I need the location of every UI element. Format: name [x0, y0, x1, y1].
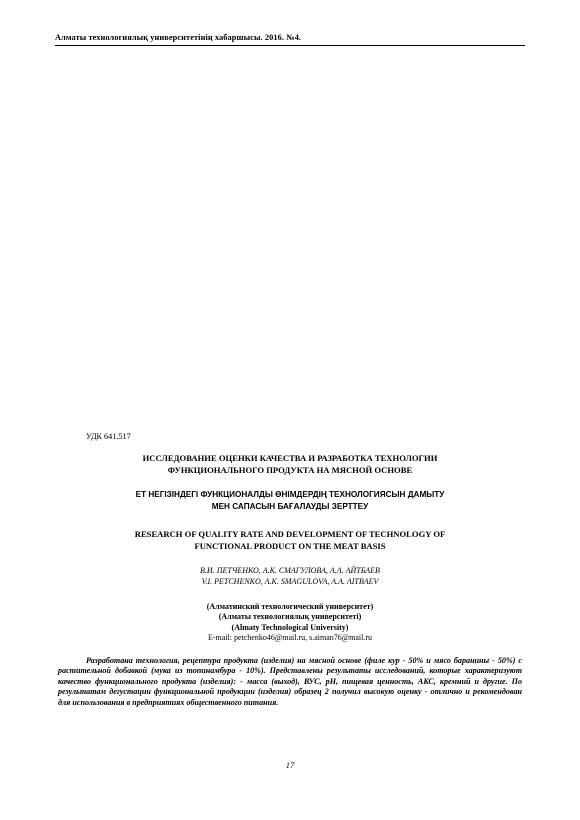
- title-english: [70, 529, 510, 552]
- title-line: RESEARCH OF QUALITY RATE AND DEVELOPMENT OF TECHNOLOGY OF: [134, 529, 446, 539]
- title-line: МЕН САПАСЫН БАҒАЛАУДЫ ЗЕРТТЕУ: [211, 501, 369, 511]
- title-line: ИССЛЕДОВАНИЕ ОЦЕНКИ КАЧЕСТВА И РАЗРАБОТКА ТЕХНОЛОГИИ: [142, 453, 438, 463]
- authors-russian: В.И. ПЕТЧЕНКО, А.К. СМАГУЛОВА, А.А. АЙТБАЕВ: [200, 566, 380, 575]
- udk-code: УДК 641.517: [86, 432, 131, 441]
- affiliation-english: (Almaty Technological University): [231, 622, 349, 632]
- header-rule: [55, 45, 525, 46]
- authors: [70, 566, 510, 587]
- email-line: E-mail: petchenko46@mail.ru, s.aiman76@mail.ru: [207, 632, 373, 642]
- page-number: 17: [285, 760, 295, 770]
- affiliation-russian: (Алматинский технологический университет): [206, 602, 374, 611]
- title-russian: [70, 453, 510, 476]
- title-line: FUNCTIONAL PRODUCT ON THE MEAT BASIS: [194, 540, 386, 551]
- title-line: ФУНКЦИОНАЛЬНОГО ПРОДУКТА НА МЯСНОЙ ОСНОВЕ: [167, 464, 413, 475]
- journal-header: Алматы технологиялық университетінің хабаршысы. 2016. №4.: [55, 33, 302, 42]
- authors-english: V.I. PETCHENKO, A.K. SMAGULOVA, A.A. AITBAEV: [201, 576, 379, 586]
- abstract: Разработана технология, рецептура продукта (изделия) на мясной основе (филе кур - 50% и мясо баранины - 50%) с растительной добавкой (мука из топинамбура - 10%). Представлены результаты исследований, которые характеризуют качество функционального продукта (изделия): - масса (выход), ВУС, pH, пищевая ценность, АКС, кремний и другие. По результатам дегустации функциональной продукции (изделия) образец 2 получил высокую оценку - отлично и рекомендован для использования в предприятиях общественного питания.: [58, 656, 522, 707]
- title-kazakh: [70, 489, 510, 512]
- title-line: ЕТ НЕГІЗІНДЕГІ ФУНКЦИОНАЛДЫ ӨНІМДЕРДІҢ ТЕХНОЛОГИЯСЫН ДАМЫТУ: [135, 490, 445, 499]
- affiliation: [70, 602, 510, 643]
- affiliation-kazakh: (Алматы технологиялық университеті): [218, 612, 362, 622]
